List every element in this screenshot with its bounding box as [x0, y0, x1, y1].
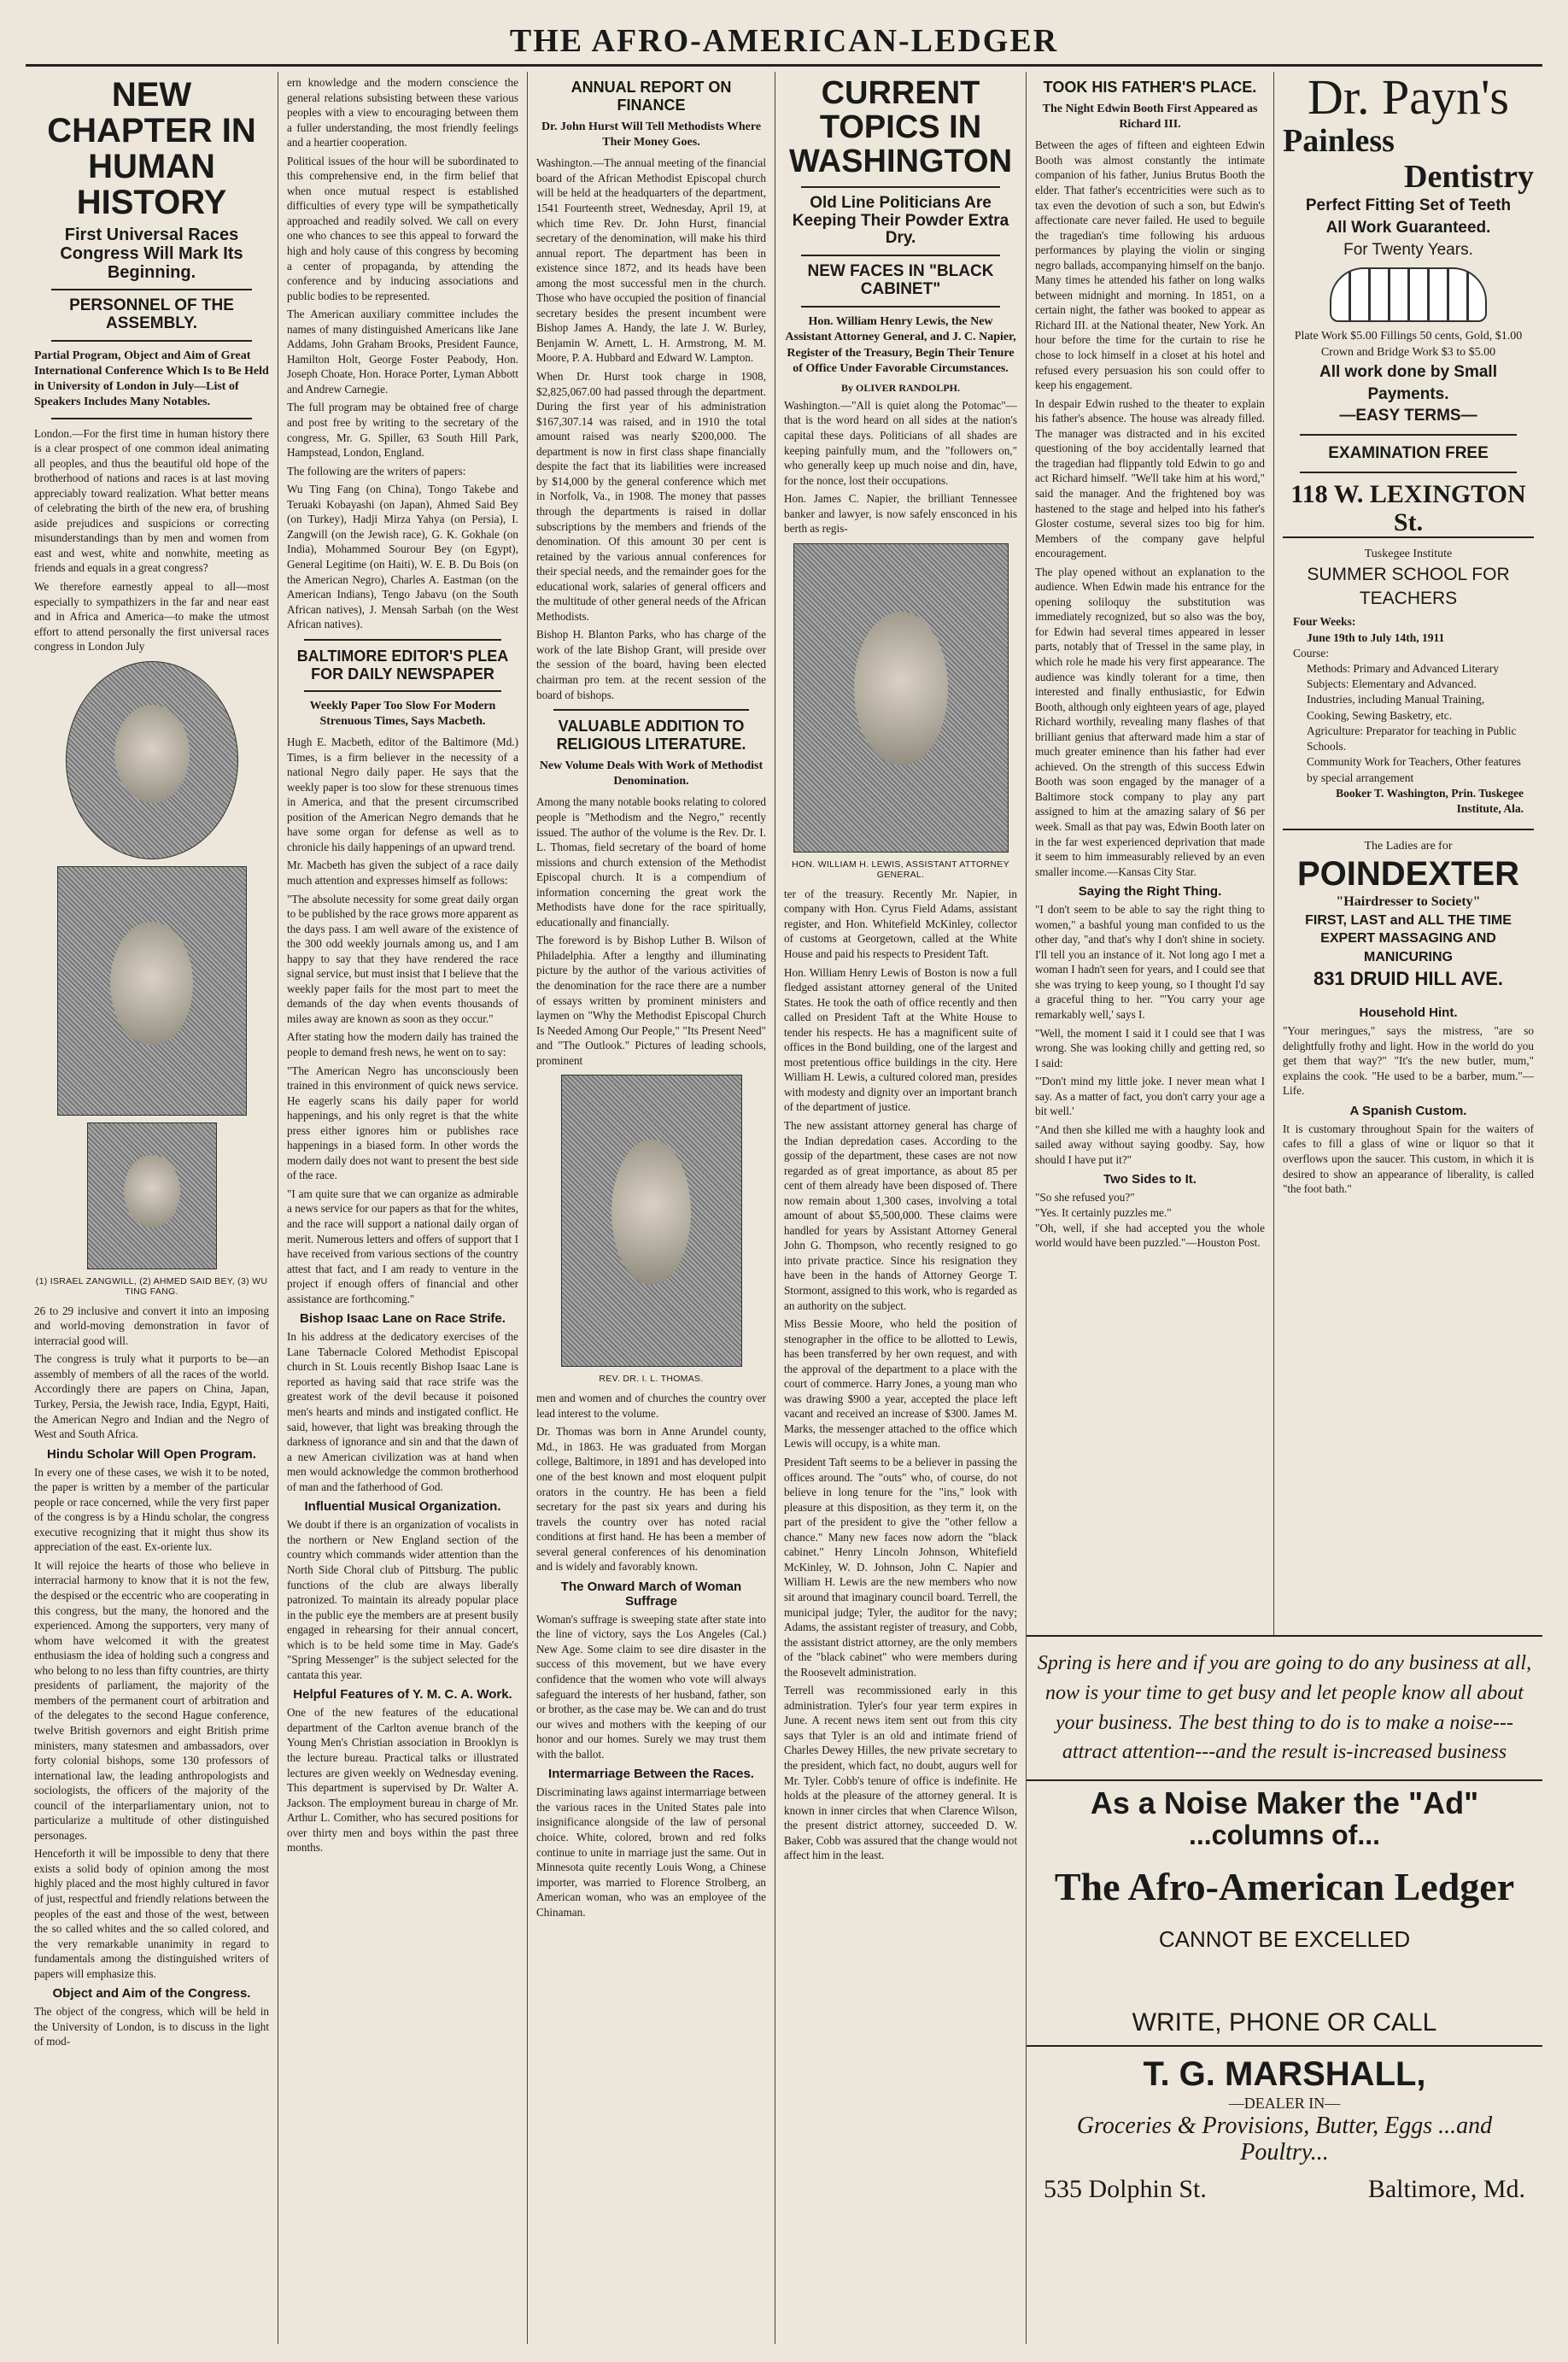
paragraph: The foreword is by Bishop Luther B. Wilson of Philadelphia. After a lengthy and illuminating picture by the author of the various activities of the denomination for the race there are a number of essays written by prominent ministers and laymen on "Why the Methodist Episcopal Church Is Needed Among Our People," "Its Present Need" and "The Outlook." Pictures of leading schools, prominent	[536, 934, 766, 1067]
headline-baltimore-editor: BALTIMORE EDITOR'S PLEA FOR DAILY NEWSPAPER	[296, 647, 509, 683]
paragraph: Hon. William Henry Lewis of Boston is now a full fledged assistant attorney general of the United States. He took the oath of office recently and then called on President Taft at the White House to tender his respects. He has a magnificent suite of offices in the Bond building, one of the largest and most pretentious office buildings in the city. Here William H. Lewis, a cultured colored man, presides with modesty and dignity over an important branch of the department of justice.	[784, 965, 1017, 1114]
paragraph: Political issues of the hour will be subordinated to this comprehensive end, in the firm belief that when once mutual respect is established difficulties of every type will be sympathetically approached and readily solved. We call on every one who chances to see this appeal to forward the high and holy cause of this congress by becoming a center of propaganda, by attending the conference and by inducing associations and public bodies to be represented.	[287, 154, 518, 302]
column-5	[1027, 72, 1274, 1635]
divider	[1300, 472, 1517, 473]
subhead-lane: Bishop Isaac Lane on Race Strife.	[300, 1311, 506, 1327]
subhead-politicians: Old Line Politicians Are Keeping Their Powder Extra Dry.	[792, 193, 1009, 248]
paragraph: Terrell was recommissioned early in this administration. Tyler's four year term expires in June. A recent news item sent out from this city says that Tyler is an old and intimate friend of Charles Dewey Hilles, the new private secretary to the president, which fact, no doubt, augurs well for Mr. Tyler. Cobb's tenure of office is indefinite. He holds at the pleasure of the attorney general. It is known in inner circles that when Clarence Wilson, the present district attorney, succeeded D. W. Baker, Cobb was assured that the change would not affect him in the least.	[784, 1684, 1017, 1862]
divider	[801, 306, 1000, 308]
teeth-illustration	[1330, 267, 1487, 322]
column-6	[1274, 72, 1542, 1635]
subhead-saying: Saying the Right Thing.	[1078, 884, 1222, 900]
subhead-personnel: PERSONNEL OF THE ASSEMBLY.	[69, 296, 234, 332]
divider	[801, 186, 1000, 188]
deck: Weekly Paper Too Slow For Modern Strenuous Times, Says Macbeth.	[309, 699, 496, 728]
marshall-goods: Groceries & Provisions, Butter, Eggs ...and Poultry...	[1076, 2113, 1493, 2166]
paragraph: President Taft seems to be a believer in passing the offices around. The "outs" who, of course, do not believe in long tenure for the "ins," look with pleasure at this disposition, as they term it, on the part of the president to give the "other fellow a chance." Many new faces now adorn the "black cabinet." Henry Lincoln Johnson, Whitefield McKinley, W. D. Johnson, John C. Napier and William H. Lewis are the new members who now sit around that imaginary council board. Terrell, the municipal judge; Tyler, the auditor for the navy; Adams, the assistant register of treasury, and Cobb, the assistant district attorney, are the only members of the "black cabinet" who were members during the Roosevelt administration.	[784, 1456, 1017, 1679]
divider	[304, 639, 501, 641]
right-region	[1027, 72, 1542, 2344]
paragraph: The congress is truly what it purports to be—an assembly of members of all the races of the world. Accordingly there are papers on China, Japan, Turkey, Persia, the Jewish race, India, Egypt, Haiti, the American Negro and Indian and the Negro of West and South Africa.	[34, 1352, 269, 1441]
paragraph: "The absolute necessity for some great daily organ to be published by the race grows more apparent as the days pass. I am well aware of the existence of the 300 odd weekly journals among us, and I am happy to say that they have rendered the race signal service, but must insist that I believe that the weekly paper fails for the most part to meet the demands of the day when events thousands of miles away are known as soon as they occur."	[287, 892, 518, 1025]
paragraph: It is customary throughout Spain for the waiters of cafes to fill a glass of wine or liquor so that it overflows upon the saucer. This custom, in which it is desired to show an appearance of liberality, is called "the foot bath."	[1283, 1122, 1534, 1196]
paragraph: When Dr. Hurst took charge in 1908, $2,825,067.00 had passed through the department. During the first year of his administration $167,307.14 was raised, and in 1910 the total amount raised was nearly $200,000. The department is now in first class shape financially despite the fact that its liabilities were increased by $14,000 by the general conference which met in Norfolk, Va., in 1908. The money that passes through the departments is raised in dollar subscriptions by the members and friends of the denomination. Of this amount 30 per cent is retained by the various annual conferences for their special needs, and the remainder goes for the educational work, salaries of general officers and the multitude of other general needs of the African Methodists.	[536, 370, 766, 623]
payn-painless: Painless	[1283, 122, 1395, 159]
deck: New Volume Deals With Work of Methodist Denomination.	[539, 759, 764, 788]
payn-dentistry: Dentistry	[1404, 158, 1534, 195]
headline-new-chapter: NEW CHAPTER IN HUMAN HISTORY	[47, 76, 256, 221]
headline-current-topics: CURRENT TOPICS IN WASHINGTON	[788, 75, 1013, 179]
subhead-two-sides: Two Sides to It.	[1103, 1172, 1196, 1187]
paragraph: "I don't seem to be able to say the right thing to women," a bashful young man confided to us the other day, "and that's why I don't shine in society. I'll tell you an instance of it. Not long ago I met a woman I hadn't seen for years, and I could see that she was trying to keep young, so I thought I'd say a graceful thing to her. "'You carry your age remarkably well,' says I.	[1035, 903, 1265, 1021]
divider	[801, 255, 1000, 256]
subhead-spanish: A Spanish Custom.	[1349, 1103, 1467, 1118]
payn-line: Perfect Fitting Set of Teeth	[1305, 196, 1512, 215]
ledger-line: ...columns of...	[1188, 1819, 1380, 1850]
paragraph: "And then she killed me with a haughty look and sailed away without saying goodby. Say, how should I have put it?"	[1035, 1122, 1265, 1166]
poindexter-line: "Hairdresser to Society"	[1336, 894, 1481, 910]
headline-booth: TOOK HIS FATHER'S PLACE.	[1043, 79, 1257, 96]
paragraph: After stating how the modern daily has trained the people to demand fresh news, he went on to say:	[287, 1030, 518, 1058]
payn-line: All Work Guaranteed.	[1325, 219, 1491, 237]
portrait-said-bey	[57, 866, 247, 1116]
paragraph: We doubt if there is an organization of vocalists in the northern or New England section of the country which commands wider attention than the North Side Choral club of Pittsburg. The public functions of the club are always liberally patronized. To maintain its already popular place in the public eye the members are at present busily engaged in rehearsing for their annual concert, which is to be held some time in May. Gade's "Spring Messenger" is the subject selected for the cantata this year.	[287, 1518, 518, 1681]
spring-ad: Spring is here and if you are going to do any business at all, now is your time to get busy and let people know all about your business. The best thing to do is to make a noise---attract attention---and the result is-increased business	[1027, 1635, 1542, 1779]
paragraph: The object of the congress, which will be held in the University of London, is to discuss in the light of mod-	[34, 2005, 269, 2048]
paragraph: London.—For the first time in human history there is a clear prospect of one common ideal animating all peoples, and thus the beautiful old hope of the brotherhood of nations and races is at last moving appreciably toward realization. What better means of celebrating the birth of the new era, of brushing aside prejudices and suspicions or correcting misunderstandings than by men and women from east and west, white and nonwhite, meeting as friends and equals in a great congress?	[34, 426, 269, 575]
payn-line: —EASY TERMS—	[1339, 407, 1477, 425]
payn-title: Dr. Payn's	[1307, 72, 1510, 125]
paragraph: The play opened without an explanation to the audience. When Edwin made his entrance for the opening soliloquy the substitution was immediately recognized, but so also was the boy, for Edwin had several times appeared in lesser parts, notably that of Tressel in the same play, in which role he made his very first appearance. The audience was kindly tolerant for a time, then interested and finally enthusiastic, for Edwin Booth, although only eighteen years of age, played Richard worthily, revealing many flashes of that brilliant genius that afterward made him a star of much greater eminence than his father had ever achieved. On the strength of this success Edwin Booth was soon engaged by the manager of a Baltimore stock company to play any part assigned to him at the amazing salary of $6 per week. Small as that pay was, Edwin Booth later on in the far west experienced deprivation that made it seem to him immeasurably relieved by an even smaller income.—Kansas City Star.	[1035, 565, 1265, 878]
paragraph: Hugh E. Macbeth, editor of the Baltimore (Md.) Times, is a firm believer in the necessity of a national Negro daily paper. He says that the weekly paper is too slow for these strenuous times in America, and that the present circumscribed position of the American Negro demands that he have some organ for defense as well as to chronicle his daily happenings of an upward trend.	[287, 736, 518, 853]
ledger-line: CANNOT BE EXCELLED	[1158, 1925, 1411, 1952]
paragraph: Between the ages of fifteen and eighteen Edwin Booth was almost constantly the intimate companion of his father, Junius Brutus Booth the elder. That father's eccentricities were such as to tax even the devotion of such a son, but Edwin's affectionate care never failed. He used to beguile the tragedian's time following his arduous performances by playing the violin or singing negro ballads, accompanying himself on the banjo. Many times he attended his father on long walks between midnight and morning. In 1851, on a certain night, the father was booked to appear as Richard III. at the National theater, New York. An hour before the time for the curtain to rise he chose to lock himself in a closet at his hotel and refused every persuasion his son could offer to keep his engagement.	[1035, 138, 1265, 392]
face	[110, 922, 193, 1046]
divider	[1300, 434, 1517, 436]
marshall-title: T. G. MARSHALL,	[1143, 2055, 1426, 2094]
paragraph: "I am quite sure that we can organize as admirable a news service for our papers as that for the whites, and the race will support a national daily organ of merit. Numerous letters and offers of support that I have received from various sections of the country attest that fact, and I am ready to venture in the project if enough offers of financial and other assistance are forthcoming."	[287, 1187, 518, 1305]
column-1	[26, 72, 278, 2344]
divider	[553, 709, 749, 711]
paragraph: The full program may be obtained free of charge and post free by writing to the secretary of the congress, Mr. G. Spiller, 63 South Hill Park, Hampstead, London, England.	[287, 401, 518, 460]
headline-annual-report: ANNUAL REPORT ON FINANCE	[570, 79, 732, 114]
tuskegee-line: Industries, including Manual Training, Cooking, Sewing Basketry, etc.	[1307, 693, 1485, 722]
paragraph: 26 to 29 inclusive and convert it into an imposing and world-moving demonstration in favor of interracial good will.	[34, 1304, 269, 1347]
deck: Partial Program, Object and Aim of Great International Conference Which Is to Be Held in University of London in July—List of Speakers Includes Many Notables.	[34, 349, 269, 409]
photo-caption: (1) ISRAEL ZANGWILL, (2) AHMED SAID BEY, (3) WU TING FANG.	[35, 1275, 268, 1297]
paragraph: Woman's suffrage is sweeping state after state into the line of victory, says the Los Angeles (Cal.) New Age. Some claim to see dire disaster in the success of this movement, but we have every confidence that the women who vote will always safeguard the interests of her husband, father, son or brother, as the case may be. We can and do trust our wives and mothers with the keeping of our honor and our homes. Surely we may trust them with the ballot.	[536, 1612, 766, 1761]
right-top	[1027, 72, 1542, 1635]
marshall-address: 535 Dolphin St.	[1044, 2175, 1207, 2204]
marshall-ad	[1027, 2045, 1542, 2213]
deck: The Night Edwin Booth First Appeared as Richard III.	[1042, 103, 1258, 132]
tuskegee-line: Course:	[1293, 646, 1329, 659]
tuskegee-details	[1286, 611, 1530, 820]
subhead-suffrage: The Onward March of Woman Suffrage	[560, 1579, 742, 1609]
headline-valuable-addition: VALUABLE ADDITION TO RELIGIOUS LITERATURE.	[556, 718, 746, 753]
ledger-line: As a Noise Maker the "Ad"	[1090, 1785, 1479, 1821]
paragraph: We therefore earnestly appeal to all—most especially to sympathizers in the far and near east and in Africa and America—to make the utmost effort to attend personally the first universal races congress in London July	[34, 580, 269, 654]
paragraph: men and women and of churches the country over lead interest to the volume.	[536, 1392, 766, 1420]
divider	[51, 289, 252, 290]
tuskegee-line: Booker T. Washington, Prin. Tuskegee Institute, Ala.	[1336, 786, 1524, 815]
poindexter-line: FIRST, LAST and ALL THE TIME EXPERT MASSAGING AND MANICURING	[1305, 912, 1512, 964]
portrait-zangwill	[66, 661, 238, 859]
poindexter-title: POINDEXTER	[1296, 855, 1520, 894]
paragraph: Washington.—"All is quiet along the Potomac"—that is the word heard on all sides at the nation's capital these days. Politicians of all shades are keeping painfully mum, and the "followers on," who generally keep up much noise and din, have, for the nonce, lost their occupations.	[784, 398, 1017, 487]
divider	[51, 340, 252, 342]
subhead-hindu: Hindu Scholar Will Open Program.	[47, 1446, 256, 1462]
portrait-wu-ting-fang	[87, 1122, 217, 1269]
face	[124, 1155, 180, 1228]
tuskegee-line: Agriculture: Preparator for teaching in Public Schools.	[1307, 724, 1517, 753]
paragraph: "'Don't mind my little joke. I never mean what I say. As a matter of fact, you don't carry your age a bit well.'	[1035, 1075, 1265, 1118]
photo-caption: HON. WILLIAM H. LEWIS, ASSISTANT ATTORNEY GENERAL.	[792, 859, 1009, 880]
payn-prices: Plate Work $5.00 Fillings 50 cents, Gold, $1.00 Crown and Bridge Work $3 to $5.00	[1294, 330, 1523, 360]
deck: Dr. John Hurst Will Tell Methodists Where Their Money Goes.	[541, 120, 762, 149]
payn-line: For Twenty Years.	[1343, 240, 1473, 259]
poindexter-address: 831 DRUID HILL AVE.	[1313, 968, 1504, 990]
paragraph: Bishop H. Blanton Parks, who has charge of the work of the late Bishop Grant, will preside over the session of the board, having been elected chairman pro tem. at the recent session of the board of bishops.	[536, 628, 766, 701]
subhead-ymca: Helpful Features of Y. M. C. A. Work.	[293, 1687, 512, 1703]
paragraph: In his address at the dedicatory exercises of the Lane Tabernacle Colored Methodist Episcopal church in St. Louis recently Bishop Isaac Lane is reported as having said that race strife was the greatest work of the devil because it poisoned men's hearts and minds and instigated conflict. He said, however, that light was breaking through the darkness of ignorance and sin and that the dawn of a new American civilization was at hand when men would acknowledge the common brotherhood of man and the fatherhood of God.	[287, 1330, 518, 1493]
payn-address: 118 W. LEXINGTON St.	[1290, 479, 1526, 536]
subhead-object: Object and Aim of the Congress.	[52, 1986, 251, 2002]
paragraph: Wu Ting Fang (on China), Tongo Takebe and Teruaki Kobayashi (on Japan), Ahmed Said Bey (on Turkey), Hadji Mirza Yahya (on Persia), I. Zangwill (on the Jewish race), G. K. Gokhale (on India), Mohammed Sourour Bey (on Egypt), General Legitime (on Haiti), W. E. B. Du Bois (on the American Negro), Charles A. Eastman (on the American Indians), Tengo Jabavu (on the South African natives), J. Mensah Sarbah (on the West African natives).	[287, 483, 518, 631]
byline: By OLIVER RANDOLPH.	[840, 381, 960, 394]
divider	[304, 690, 501, 692]
subhead-household: Household Hint.	[1359, 1005, 1458, 1021]
tuskegee-ad	[1283, 536, 1534, 829]
column-4	[775, 72, 1027, 2344]
column-2	[278, 72, 528, 2344]
marshall-address-row	[1044, 2175, 1525, 2204]
paragraph: Dr. Thomas was born in Anne Arundel county, Md., in 1863. He was graduated from Morgan college, Baltimore, in 1891 and has developed into one of the best known and most eloquent pulpit orators in the country. He has been a field secretary for the past six years and during his travels the country over has noted racial conditions at first hand. He has been a member of several general conferences of his denomination and is widely and favorably known.	[536, 1425, 766, 1574]
paragraph: Among the many notable books relating to colored people is "Methodism and the Negro," recently issued. The author of the volume is the Rev. Dr. I. L. Thomas, field secretary of the board of home missions and church extension of the Methodist Episcopal church. It is a compendium of information concerning the great work the Methodists have done for the race spiritually, educationally and financially.	[536, 795, 766, 929]
paragraph: One of the new features of the educational department of the Carlton avenue branch of the Young Men's Christian association in Brooklyn is the lecture bureau. Practical talks or illustrated lectures are given weekly on Wednesday evening. This department is supervised by Dr. Walter A. Jackson. The employment bureau in charge of Mr. Arthur L. Comither, who has secured positions for over thirty men and boys within the past three months.	[287, 1706, 518, 1855]
paragraph: The new assistant attorney general has charge of the Indian depredation cases. According to the gossip of the department, these cases are not now regarded as of great importance, as about 85 per cent of them already have been disposed of. There now remain about 1,300 cases, involving a total amount of about $5,500,000. These claims were handled for years by Assistant Attorney General John G. Thompson, who recently resigned to go into private practice. Since his resignation they have been in the hands of Attorney George T. Stormont, assigned to this work, who is regarded as an authority on the subject.	[784, 1119, 1017, 1312]
paragraph: It will rejoice the hearts of those who believe in interracial harmony to know that it is not the few, the despised or the eccentric who are cooperating in this congress, but the many, the honored and the experienced. Among the supporters, very many of whom have welcomed it with the greatest enthusiasm the idea of holding such a congress and who belong to no less than fifty countries, are thirty presidents of parliament, the majority of the members of the permanent court of arbitration and of the delegates to the second Hague conference, twelve British governors and eight British prime ministers, many statesmen and ambassadors, over forty colonial bishops, some 130 professors of international law, the leading anthropologists and sociologists, the officers of the majority of the council of the interparliamentary union, not to particularize a multitude of other distinguished personages.	[34, 1558, 269, 1842]
paragraph: ter of the treasury. Recently Mr. Napier, in company with Hon. Cyrus Field Adams, assistant register, and Hon. Whitefield McKinley, collector of customs at Georgetown, called at the White House and paid his respects to President Taft.	[784, 887, 1017, 960]
marshall-dealer: —DEALER IN—	[1228, 2095, 1341, 2113]
subhead-music: Influential Musical Organization.	[304, 1499, 501, 1515]
tuskegee-line: Community Work for Teachers, Other features by special arrangement	[1307, 755, 1521, 784]
portrait-thomas	[561, 1075, 742, 1367]
poindexter-line: The Ladies are for	[1364, 840, 1453, 853]
paragraph: Henceforth it will be impossible to deny that there exists a solid body of opinion among the most highly placed and the most highly cultured in favor of just, respectful and friendly relations between the peoples of the east and those of the west, between the so called whites and the so called colored, and the very remarkable unanimity in regard to fundamentals among the distinguished writers of papers will emphasize this.	[34, 1847, 269, 1980]
divider	[51, 418, 252, 419]
paragraph: In every one of these cases, we wish it to be noted, the paper is written by a member of the particular people or race concerned, while the very first paper of the congress is by a Hindu scholar, the congress executive recognizing that it might thus show its appreciation of the east. Ex-oriente lux.	[34, 1465, 269, 1554]
paragraph: Discriminating laws against intermarriage between the various races in the United States pale into insignificance alongside of the law of personal choice. White, colored, brown and red folks continue to unite in marriage just the same. Out in Minnesota quite recently Louis Wong, a Chinese importer, was married to Florence Strolberg, an American woman, who was an employee of the Chinaman.	[536, 1785, 766, 1919]
subhead-black-cabinet: NEW FACES IN "BLACK CABINET"	[807, 262, 994, 299]
tuskegee-line: June 19th to July 14th, 1911	[1307, 630, 1445, 644]
poindexter-ad	[1283, 829, 1534, 1000]
paragraph: "Your meringues," says the mistress, "are so delightfully frothy and light. How in the world do you get them that way?" "It's the new butler, mum," explains the cook. "He used to be a barber, mum."—Life.	[1283, 1024, 1534, 1098]
tuskegee-line: Methods: Primary and Advanced Literary Subjects: Elementary and Advanced.	[1307, 661, 1499, 691]
portrait-lewis	[793, 543, 1009, 853]
paragraph: "So she refused you?" "Yes. It certainly puzzles me." "Oh, well, if she had accepted you the whole world would have been puzzled."—Houston Post.	[1035, 1191, 1265, 1250]
photo-caption: REV. DR. I. L. THOMAS.	[599, 1374, 704, 1385]
deck: Hon. William Henry Lewis, the New Assistant Attorney General, and J. C. Napier, Register of the Treasury, Begin Their Tenure of Office Under Favorable Circumstances.	[785, 315, 1016, 375]
face	[114, 705, 190, 803]
ledger-line: WRITE, PHONE OR CALL	[1132, 2007, 1437, 2037]
ledger-ad	[1027, 1779, 1542, 2045]
paragraph: Washington.—The annual meeting of the financial board of the African Methodist Episcopal church will be held at the headquarters of the department, 1541 Fourteenth street, Wednesday, April 19, at which time Rev. Dr. John Hurst, financial secretary of the denomination, will make his third annual report. The department has been in existence since 1872, and its heads have been among the most successful men in the church. Those who have occupied the position of financial secretary besides the present incumbent were Bishop James A. Handy, the late J. W. Burley, Benjamin W. Arnett, L. H. Armstrong, M. M. Moore, P. A. Hubbard and Edward W. Lampton.	[536, 156, 766, 365]
face	[854, 612, 948, 765]
paragraph: In despair Edwin rushed to the theater to explain his father's absence. The house was already filled. The manager was distracted and in his excited questioning of the boy accidentally learned that the tragedian had flippantly told Edwin to go and act Richard himself. "We'll take him at his word," said the manager. And the frightened boy was hastened to the stage and helped into his father's Gloster costume, several sizes too big for him. Members of the company gave helpful encouragement.	[1035, 396, 1265, 560]
marshall-city: Baltimore, Md.	[1367, 2175, 1525, 2204]
column-3	[528, 72, 775, 2344]
paragraph: Miss Bessie Moore, who held the position of stenographer in the office to be allotted to Lewis, has been transferred by her own request, and with the approval of the department to a place with the court of commerce. Harry Jones, a young man who was drawing $900 a year, accepted the place left vacant and received an increase of $300. James M. Marks, the messenger attached to the office which Lewis will occupy, is a white man.	[784, 1317, 1017, 1451]
subhead-races-congress: First Universal Races Congress Will Mark Its Beginning.	[60, 226, 243, 282]
tuskegee-line: Four Weeks:	[1293, 615, 1356, 629]
paragraph: "The American Negro has unconsciously been trained in this environment of quick news service. He eagerly scans his daily paper for world happenings, and his only regret is that the white press either ignores him or publishes race happenings in a biased form. In other words the modern daily does not want to present the best side of the race.	[287, 1064, 518, 1182]
paragraph: ern knowledge and the modern conscience the general relations subsisting between these various peoples with a view to encouraging between them a fuller understanding, the most friendly feelings and a heartier cooperation.	[287, 76, 518, 149]
masthead: THE AFRO-AMERICAN-LEDGER	[26, 22, 1542, 67]
paragraph: Hon. James C. Napier, the brilliant Tennessee banker and lawyer, is now safely ensconced in his berth as regis-	[784, 492, 1017, 536]
payn-line: EXAMINATION FREE	[1328, 444, 1489, 463]
payn-line: All work done by Small Payments.	[1319, 363, 1497, 403]
paragraph: The American auxiliary committee includes the names of many distinguished Americans like Jane Addams, John Graham Brooks, President Faunce, Hamilton Holt, George Foster Peabody, Hon. Joseph Choate, Hon. Horace Porter, Lyman Abbott and Andrew Carnegie.	[287, 308, 518, 396]
paragraph: "Well, the moment I said it I could see that I was wrong. She was looking chilly and getting red, so I said:	[1035, 1026, 1265, 1070]
paragraph: The following are the writers of papers:	[287, 464, 466, 478]
ledger-line: The Afro-American Ledger	[1054, 1864, 1515, 1908]
tuskegee-line: Tuskegee Institute	[1364, 547, 1453, 560]
columns	[26, 72, 1542, 2344]
subhead-intermarriage: Intermarriage Between the Races.	[548, 1767, 754, 1782]
paragraph: Mr. Macbeth has given the subject of a race daily much attention and expresses himself as follows:	[287, 859, 518, 887]
tuskegee-title: SUMMER SCHOOL FOR TEACHERS	[1307, 564, 1510, 608]
face	[611, 1140, 690, 1285]
